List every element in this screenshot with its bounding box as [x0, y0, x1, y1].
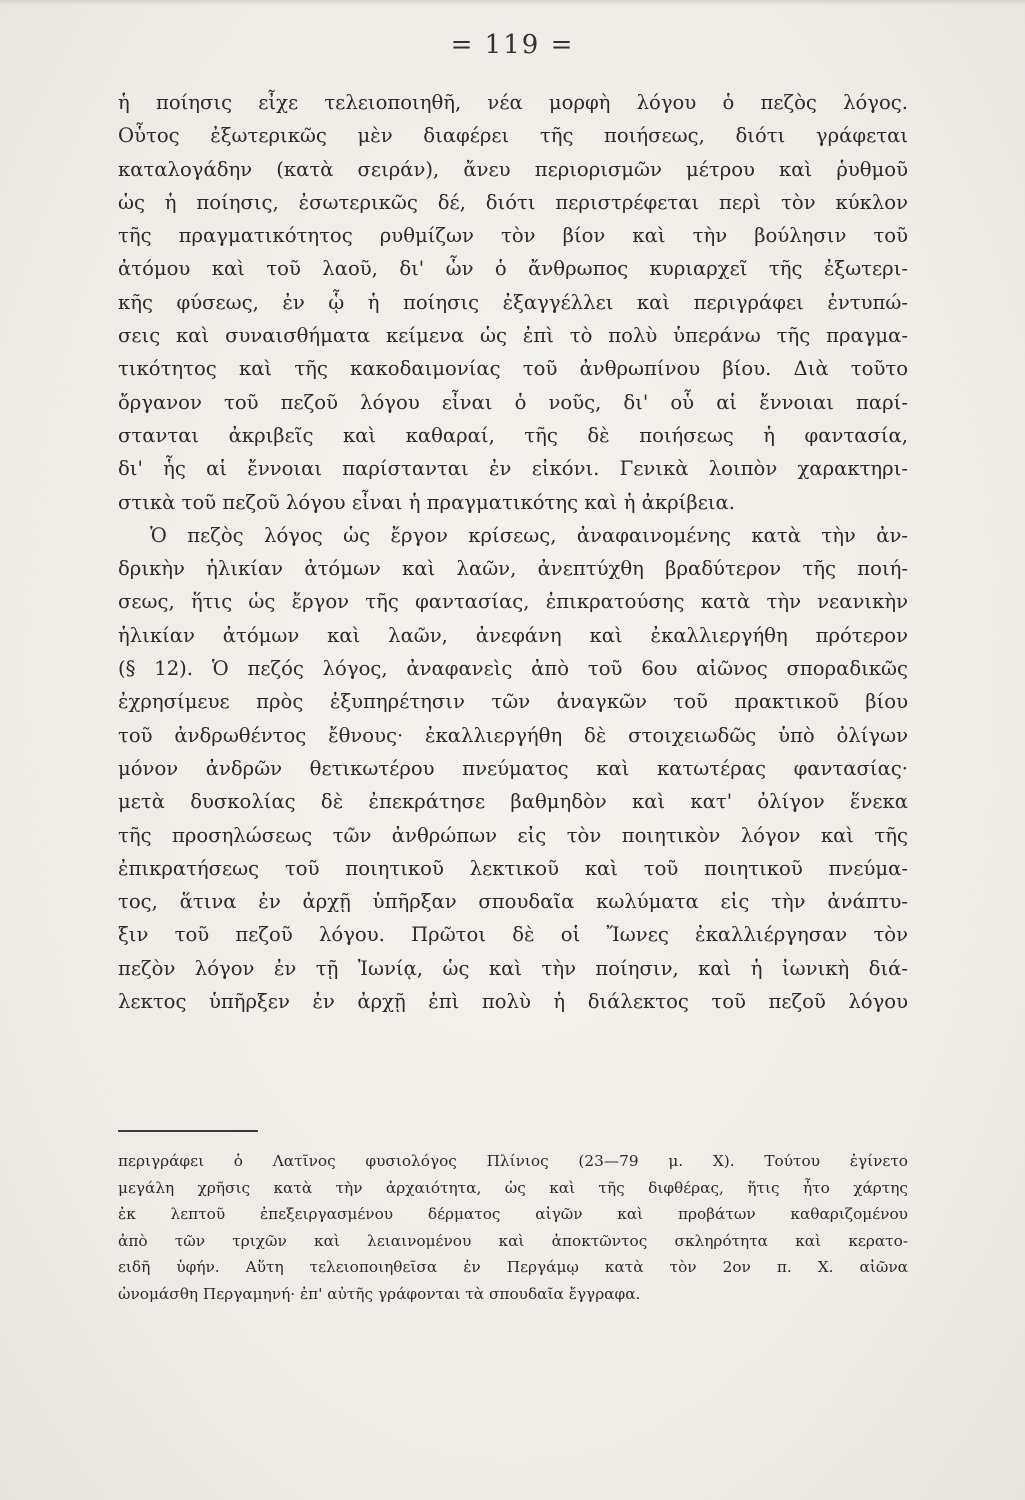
text-line: τικότητος καὶ τῆς κακοδαιμονίας τοῦ ἀνθρωπίνου βίου. Διὰ τοῦτο: [118, 357, 908, 381]
text-line: δρικὴν ἡλικίαν ἀτόμων καὶ λαῶν, ἀνεπτύχθη βραδύτερον τῆς ποιή-: [118, 557, 908, 581]
footnote-line: ἐκ λεπτοῦ ἐπεξειργασμένου δέρματος αἰγῶν καὶ προβάτων καθαριζομένου: [118, 1205, 908, 1224]
text-line: ξιν τοῦ πεζοῦ λόγου. Πρῶτοι δὲ οἱ Ἴωνες ἐκαλλιέργησαν τὸν: [118, 923, 908, 947]
text-line: κῆς φύσεως, ἐν ᾧ ἡ ποίησις ἐξαγγέλλει καὶ περιγράφει ἐντυπώ-: [118, 290, 908, 314]
footnote-line: μεγάλη χρῆσις κατὰ τὴν ἀρχαιότητα, ὡς καὶ τῆς διφθέρας, ἥτις ἦτο χάρτης: [118, 1178, 908, 1197]
text-line: ἀτόμου καὶ τοῦ λαοῦ, δι' ὧν ὁ ἄνθρωπος κυριαρχεῖ τῆς ἐξωτερι-: [118, 257, 908, 281]
footnote-line: περιγράφει ὁ Λατῖνος φυσιολόγος Πλίνιος (23—79 μ. Χ). Τούτου ἐγίνετο: [118, 1152, 908, 1170]
text-line: μετὰ δυσκολίας δὲ ἐπεκράτησε βαθμηδὸν καὶ κατ' ὀλίγον ἕνεκα: [118, 790, 908, 814]
footnote-line: ἀπὸ τῶν τριχῶν καὶ λειαινομένου καὶ ἀποκτῶντος σκληρότητα καὶ κερατο-: [118, 1231, 908, 1250]
text-line: δι' ἧς αἱ ἔννοιαι παρίστανται ἐν εἰκόνι. Γενικὰ λοιπὸν χαρακτηρι-: [118, 457, 908, 481]
main-text: [118, 86, 908, 1146]
text-line: λεκτος ὑπῆρξεν ἐν ἀρχῇ ἐπὶ πολὺ ἡ διάλεκτος τοῦ πεζοῦ λόγου: [118, 990, 908, 1014]
text-line: καταλογάδην (κατὰ σειράν), ἄνευ περιορισμῶν μέτρου καὶ ῥυθμοῦ: [118, 157, 908, 181]
text-line: ἐπικρατήσεως τοῦ ποιητικοῦ λεκτικοῦ καὶ τοῦ ποιητικοῦ πνεύμα-: [118, 856, 908, 880]
footnote-divider: [118, 1130, 258, 1132]
paragraph-1: [118, 86, 908, 519]
text-line: μόνον ἀνδρῶν θετικωτέρου πνεύματος καὶ κατωτέρας φαντασίας·: [118, 756, 908, 780]
text-line: ἡ ποίησις εἶχε τελειοποιηθῆ, νέα μορφὴ λόγου ὁ πεζὸς λόγος.: [118, 91, 908, 114]
text-line: Οὗτος ἐξωτερικῶς μὲν διαφέρει τῆς ποιήσεως, διότι γράφεται: [118, 124, 908, 148]
text-line: (§ 12). Ὁ πεζός λόγος, ἀναφανεὶς ἀπὸ τοῦ 6ου αἰῶνος σποραδικῶς: [118, 657, 908, 681]
page-top-edge: [0, 0, 1025, 6]
text-line: τῆς πραγματικότητος ρυθμίζων τὸν βίον καὶ τὴν βούλησιν τοῦ: [118, 224, 908, 248]
text-line: πεζὸν λόγον ἐν τῇ Ἰωνίᾳ, ὡς καὶ τὴν ποίησιν, καὶ ἡ ἰωνικὴ διά-: [118, 956, 908, 980]
text-line: ἡλικίαν ἀτόμων καὶ λαῶν, ἀνεφάνη καὶ ἐκαλλιεργήθη πρότερον: [118, 623, 908, 647]
text-line: ἐχρησίμευε πρὸς ἐξυπηρέτησιν τῶν ἀναγκῶν τοῦ πρακτικοῦ βίου: [118, 690, 908, 714]
page-number: = 119 =: [450, 30, 575, 60]
footnote-line: ειδῆ ὑφήν. Αὕτη τελειοποιηθεῖσα ἐν Περγάμῳ κατὰ τὸν 2ον π. Χ. αἰῶνα: [118, 1258, 908, 1277]
text-line: Ὁ πεζὸς λόγος ὡς ἔργον κρίσεως, ἀναφαινομένης κατὰ τὴν ἀν-: [150, 523, 908, 547]
text-line: τῆς προσηλώσεως τῶν ἀνθρώπων εἰς τὸν ποιητικὸν λόγον καὶ τῆς: [118, 823, 908, 847]
text-line: τοῦ ἀνδρωθέντος ἔθνους· ἐκαλλιεργήθη δὲ στοιχειωδῶς ὑπὸ ὀλίγων: [118, 723, 908, 747]
text-line: σεις καὶ συναισθήματα κείμενα ὡς ἐπὶ τὸ πολὺ ὑπεράνω τῆς πραγμα-: [118, 324, 908, 348]
text-line: τος, ἅτινα ἐν ἀρχῇ ὑπῆρξαν σπουδαῖα κωλύματα εἰς τὴν ἀνάπτυ-: [118, 890, 908, 914]
text-line: στικὰ τοῦ πεζοῦ λόγου εἶναι ἡ πραγματικότης καὶ ἡ ἀκρίβεια.: [118, 490, 735, 514]
footnote: [118, 1148, 908, 1308]
paragraph-2: [118, 519, 908, 1018]
text-line: ὄργανον τοῦ πεζοῦ λόγου εἶναι ὁ νοῦς, δι' οὗ αἱ ἔννοιαι παρί-: [118, 390, 908, 414]
footnote-line: ὠνομάσθη Περγαμηνή· ἐπ' αὐτῆς γράφονται τὰ σπουδαῖα ἔγγραφα.: [118, 1284, 641, 1303]
text-line: ὡς ἡ ποίησις, ἐσωτερικῶς δέ, διότι περιστρέφεται περὶ τὸν κύκλον: [118, 190, 908, 214]
text-line: σεως, ἥτις ὡς ἔργον τῆς φαντασίας, ἐπικρατούσης κατὰ τὴν νεανικὴν: [118, 590, 908, 614]
text-line: στανται ἀκριβεῖς καὶ καθαραί, τῆς δὲ ποιήσεως ἡ φαντασία,: [118, 423, 908, 447]
